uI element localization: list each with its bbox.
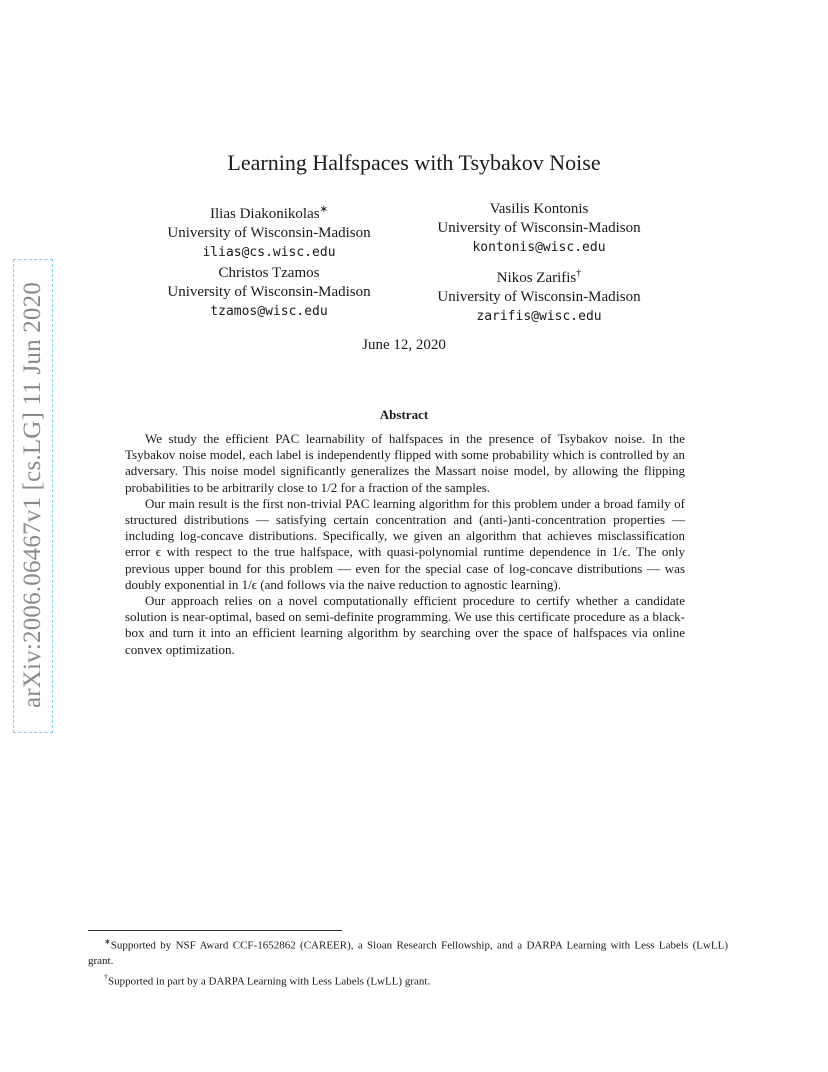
author-affiliation: University of Wisconsin-Madison [167,225,371,241]
abstract-paragraph: We study the efficient PAC learnability of halfspaces in the presence of Tsybakov noise. In the Tsybakov noise model, each label is independently flipped with some probability which is controlled by an adversary. This noise model significantly generalizes the Massart noise model, by allowing the flipping probabilities to be arbitrarily close to 1/2 for a fraction of the samples. [125,431,685,495]
footnote-divider [88,930,342,931]
author-email[interactable]: zarifis@wisc.edu [476,309,602,324]
arxiv-identifier: arXiv:2006.06467v1 [cs.LG] 11 Jun 2020 [19,281,46,709]
abstract-body [125,431,685,658]
paper-title: Learning Halfspaces with Tsybakov Noise [227,150,601,175]
author-affiliation: University of Wisconsin-Madison [437,289,641,305]
author-email[interactable]: kontonis@wisc.edu [472,240,606,255]
author-affiliation: University of Wisconsin-Madison [167,284,371,300]
abstract-heading: Abstract [379,407,429,422]
abstract-paragraph: Our approach relies on a novel computationally efficient procedure to certify whether a candidate solution is near-optimal, based on semi-definite programming. We use this certificate procedure as a black-box and turn it into an efficient learning algorithm by searching over the space of halfspaces via online convex optimization. [125,593,685,657]
author-email[interactable]: ilias@cs.wisc.edu [202,245,336,260]
author-block [409,264,669,326]
publication-date: June 12, 2020 [362,337,446,353]
author-block [139,200,399,262]
abstract-paragraph: Our main result is the first non-trivial PAC learning algorithm for this problem under a broad family of structured distributions — satisfying certain concentration and (anti-)anti-concentration properties — including log-concave distributions. Specifically, we given an algorithm that achieves misclassification error ϵ with respect to the true halfspace, with quasi-polynomial runtime dependence in 1/ϵ. The only previous upper bound for this problem — even for the special case of log-concave distributions — was doubly exponential in 1/ϵ (and follows via the naive reduction to agnostic learning). [125,495,685,592]
footnote-text: Supported by NSF Award CCF-1652862 (CAREER), a Sloan Research Fellowship, and a DARPA Learning with Less Labels (LwLL) grant. [88,939,728,968]
author-email[interactable]: tzamos@wisc.edu [210,304,328,319]
footnote-mark: † [104,972,108,982]
author-name: Nikos Zarifis† [496,268,582,286]
footnote-mark: † [576,268,582,279]
author-name: Christos Tzamos [218,265,320,281]
author-name: Vasilis Kontonis [489,201,589,217]
arxiv-stamp[interactable] [13,259,53,733]
footnote-mark: ∗ [319,204,328,215]
footnote-text: Supported in part by a DARPA Learning with Less Labels (LwLL) grant. [108,975,431,988]
author-block [139,264,399,321]
author-name: Ilias Diakonikolas∗ [210,204,328,222]
author-affiliation: University of Wisconsin-Madison [437,220,641,236]
footnote [88,934,728,970]
footnotes [88,934,728,990]
footnote-mark: ∗ [104,937,111,946]
footnote [88,970,728,990]
author-block [409,200,669,257]
